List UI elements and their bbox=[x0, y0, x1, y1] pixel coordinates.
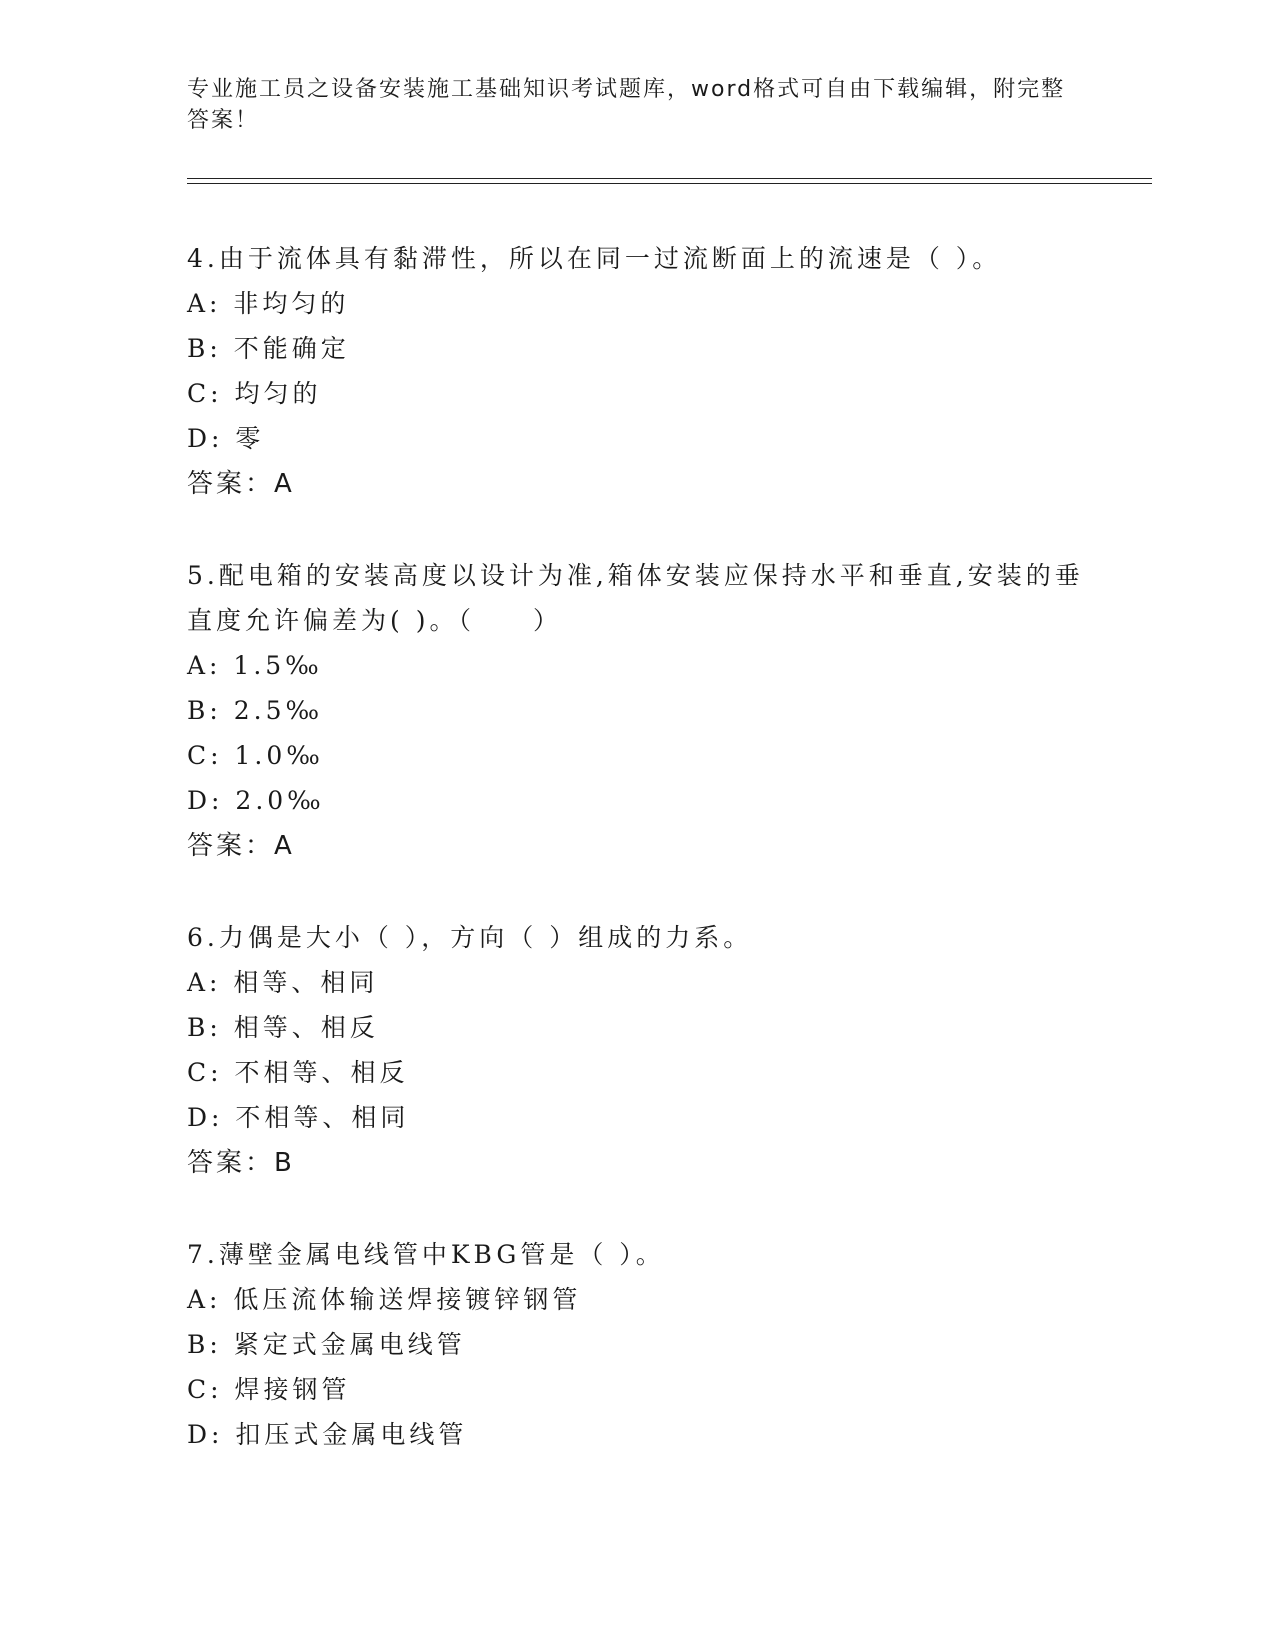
option-c: C: 焊接钢管 bbox=[187, 1375, 351, 1404]
option-d: D: 零 bbox=[187, 424, 265, 453]
question-list bbox=[187, 236, 1087, 1503]
option-d: D: 不相等、相同 bbox=[187, 1103, 410, 1132]
question-stem: 7.薄壁金属电线管中KBG管是（ ）。 bbox=[187, 1240, 665, 1269]
answer-line: 答案：A bbox=[187, 831, 295, 861]
option-c: C: 均匀的 bbox=[187, 379, 322, 408]
question-stem: 4.由于流体具有黏滞性，所以在同一过流断面上的流速是（ ）。 bbox=[187, 244, 1002, 273]
document-header: 专业施工员之设备安装施工基础知识考试题库，word格式可自由下载编辑，附完整答案！ bbox=[187, 77, 1066, 133]
header-divider-top bbox=[187, 178, 1152, 179]
option-b: B: 相等、相反 bbox=[187, 1013, 379, 1042]
option-a: A: 相等、相同 bbox=[187, 968, 379, 997]
answer-line: 答案：A bbox=[187, 469, 295, 499]
option-c: C: 不相等、相反 bbox=[187, 1058, 409, 1087]
question-6 bbox=[187, 915, 1087, 1186]
question-7 bbox=[187, 1232, 1087, 1457]
option-a: A: 低压流体输送焊接镀锌钢管 bbox=[187, 1285, 582, 1314]
option-b: B: 紧定式金属电线管 bbox=[187, 1330, 466, 1359]
question-stem: 6.力偶是大小（ ），方向（ ）组成的力系。 bbox=[187, 923, 753, 952]
answer-line: 答案：B bbox=[187, 1148, 295, 1178]
option-d: D: 2.0‰ bbox=[187, 786, 325, 815]
header-divider-bottom bbox=[187, 183, 1152, 184]
option-b: B: 2.5‰ bbox=[187, 696, 324, 725]
option-c: C: 1.0‰ bbox=[187, 741, 324, 770]
option-a: A: 非均匀的 bbox=[187, 289, 350, 318]
option-d: D: 扣压式金属电线管 bbox=[187, 1420, 468, 1449]
question-4 bbox=[187, 236, 1087, 507]
option-a: A: 1.5‰ bbox=[187, 651, 323, 680]
option-b: B: 不能确定 bbox=[187, 334, 350, 363]
question-5 bbox=[187, 553, 1087, 869]
question-stem: 5.配电箱的安装高度以设计为准,箱体安装应保持水平和垂直,安装的垂直度允许偏差为( )。（ ） bbox=[187, 561, 1084, 635]
